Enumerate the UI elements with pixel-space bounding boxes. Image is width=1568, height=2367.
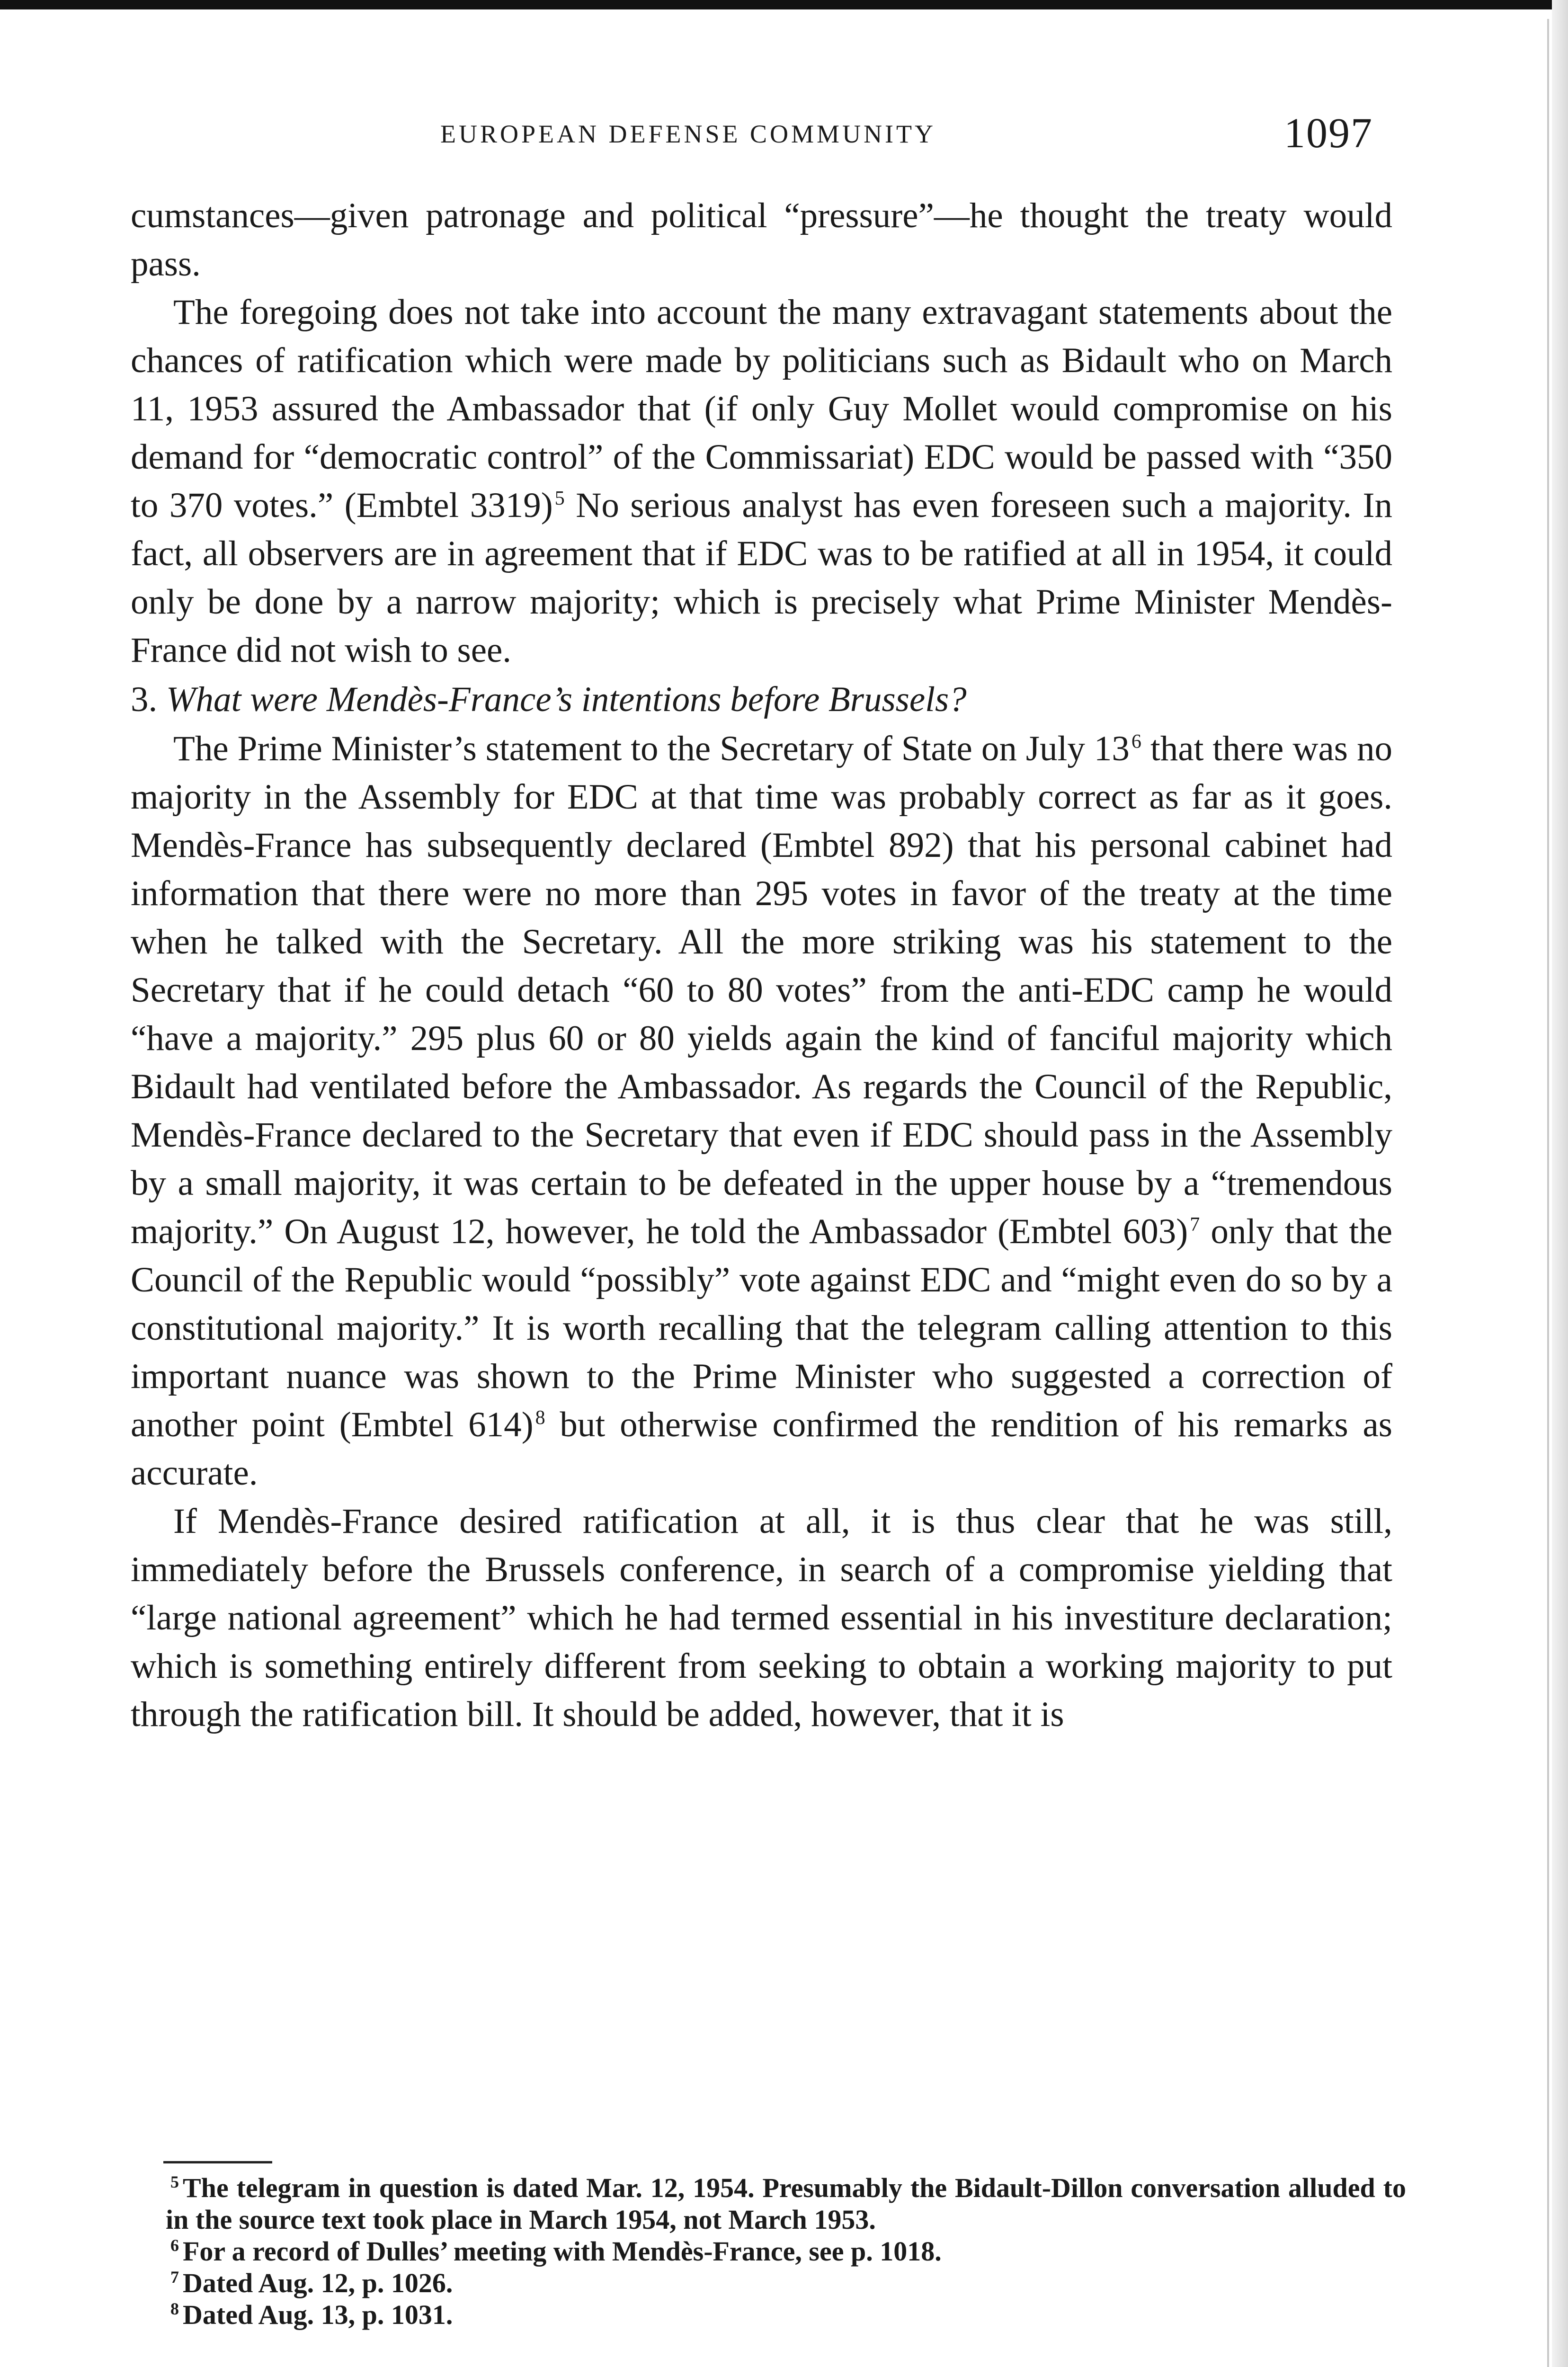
footnote-mark: 6 bbox=[170, 2235, 179, 2255]
body-text bbox=[131, 192, 1392, 1739]
page-number: 1097 bbox=[1284, 110, 1373, 157]
footnote-mark: 8 bbox=[170, 2299, 179, 2318]
footnote-item bbox=[166, 2172, 1406, 2235]
footnote-mark: 5 bbox=[170, 2172, 179, 2191]
paragraph-text: but otherwise confirmed the rendition of his remarks as accurate. bbox=[131, 1405, 1392, 1493]
footnotes bbox=[166, 2172, 1406, 2331]
paragraph-text: The foregoing does not take into account the many extravagant statements about the chances of ratification which were made by politicians such as Bidault who on March 11, 1953 assured the Ambassador that (if only Guy Mollet would compromise on his demand for “democratic control” of the Commissariat) EDC would be passed with “350 to 370 votes.” (Embtel 3319) bbox=[131, 293, 1392, 525]
top-border-rule bbox=[0, 0, 1568, 9]
footnote-text: Dated Aug. 12, p. 1026. bbox=[183, 2268, 453, 2298]
section-heading bbox=[131, 675, 1392, 725]
page-edge-line bbox=[1547, 19, 1549, 2367]
footnote-reference: 6 bbox=[1131, 731, 1141, 753]
footnote-reference: 8 bbox=[535, 1407, 545, 1429]
section-number: 3. bbox=[131, 680, 158, 719]
paragraph-continuation: cumstances—given patronage and political “pressure”—he thought the treaty would pass. bbox=[131, 196, 1392, 284]
paragraph-text: The Prime Minister’s statement to the Secretary of State on July 13 bbox=[173, 729, 1130, 768]
footnote-text: Dated Aug. 13, p. 1031. bbox=[183, 2299, 453, 2330]
paragraph-text: No serious analyst has even foreseen such a majority. In fact, all observers are in agreement that if EDC was to be ratified at all in 1954, it could only be done by a narrow majority; which is precisely what Prime Minister Mendès-France did not wish to see. bbox=[131, 486, 1392, 670]
running-title: EUROPEAN DEFENSE COMMUNITY bbox=[440, 120, 936, 148]
page-header bbox=[137, 109, 1392, 166]
paragraph-text: only that the Council of the Republic would “possibly” vote against EDC and “might even do so by a constitutional majority.” It is worth recalling that the telegram calling attention to this important nuance was shown to the Prime Minister who suggested a correction of another point (Embtel 614) bbox=[131, 1212, 1392, 1444]
footnote-text: For a record of Dulles’ meeting with Mendès-France, see p. 1018. bbox=[183, 2236, 942, 2267]
footnote-item bbox=[166, 2235, 1406, 2267]
footnote-reference: 5 bbox=[554, 488, 565, 509]
paragraph-foregoing bbox=[131, 288, 1392, 675]
paragraph-text: that there was no majority in the Assembly for EDC at that time was probably correct as far as it goes. Mendès-France has subsequently declared (Embtel 892) that his personal cabinet had information that there were no more than 295 votes in favor of the treaty at the time when he talked with the Secretary. All the more striking was his statement to the Secretary that if he could detach “60 to 80 votes” from the anti-EDC camp he would “have a majority.” 295 plus 60 or 80 yields again the kind of fanciful majority which Bidault had ventilated before the Ambassador. As regards the Council of the Republic, Mendès-France declared to the Secretary that even if EDC should pass in the Assembly by a small majority, it was certain to be defeated in the upper house by a “tremendous majority.” On August 12, however, he told the Ambassador (Embtel 603) bbox=[131, 729, 1392, 1251]
section-title: What were Mendès-France’s intentions before Brussels? bbox=[166, 680, 967, 719]
paragraph-ratification: If Mendès-France desired ratification at all, it is thus clear that he was still, immediately before the Brussels conference, in search of a compromise yielding that “large national agreement” which he had termed essential in his investiture declaration; which is something entirely different from seeking to obtain a working majority to put through the ratification bill. It should be added, however, that it is bbox=[131, 1502, 1392, 1734]
footnote-reference: 7 bbox=[1190, 1214, 1200, 1236]
page-edge-shadow bbox=[1552, 0, 1568, 2367]
footnote-mark: 7 bbox=[170, 2267, 179, 2287]
footnote-item bbox=[166, 2299, 1406, 2331]
footnote-divider bbox=[163, 2161, 272, 2163]
footnote-text: The telegram in question is dated Mar. 12, 1954. Presumably the Bidault-Dillon conversation alluded to in the source text took place in March 1954, not March 1953. bbox=[166, 2172, 1406, 2235]
footnote-item bbox=[166, 2267, 1406, 2299]
paragraph-prime-minister bbox=[131, 725, 1392, 1497]
